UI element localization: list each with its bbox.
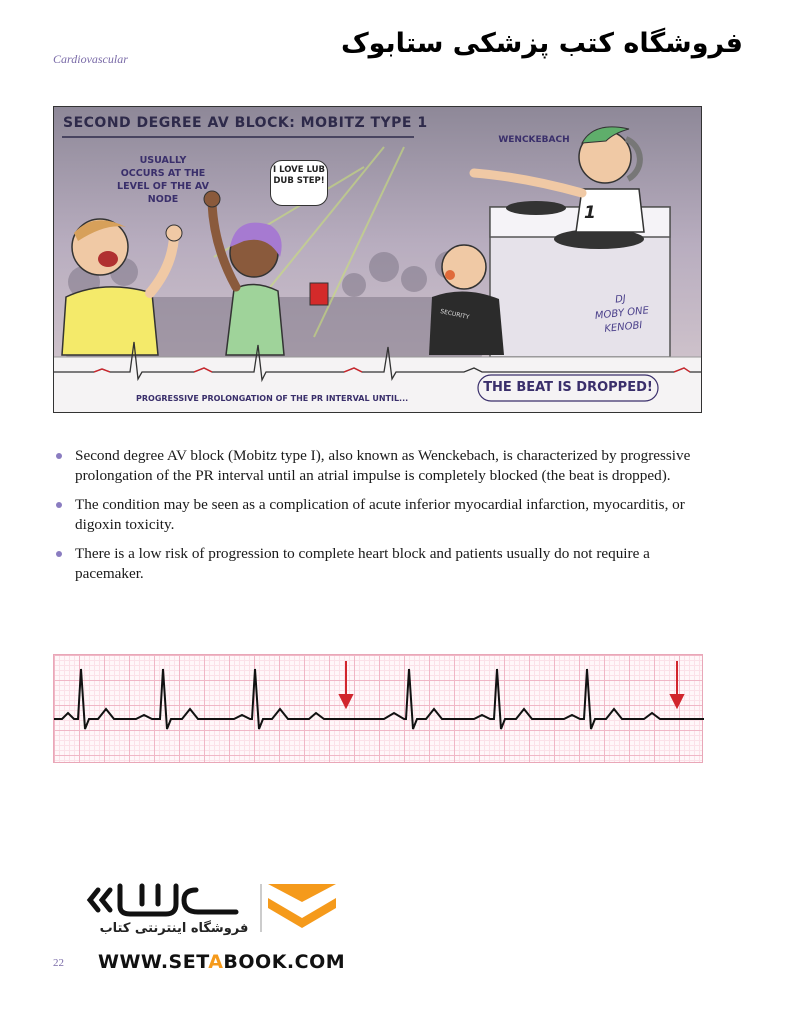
security-label: SECURITY	[439, 308, 470, 321]
ecg-strip	[53, 654, 703, 763]
dropped-beat-arrows	[340, 661, 683, 707]
logo-tagline: فروشگاه اینترنتی کتاب	[99, 921, 249, 936]
bullet-list	[53, 446, 693, 593]
dropped-beat-label: THE BEAT IS DROPPED!	[483, 380, 653, 395]
wenckebach-label: WENCKEBACH	[498, 135, 570, 145]
speech-bubble: I LOVE LUB DUB STEP!	[270, 160, 328, 206]
bullet-item: Second degree AV block (Mobitz type I), also known as Wenckebach, is characterized by progressive prolongation of the PR interval until an atrial impulse is completely blocked (the beat is dropped).	[53, 446, 693, 485]
page-number: 22	[53, 957, 64, 969]
url-prefix: WWW.SET	[98, 951, 209, 973]
site-url[interactable]	[98, 951, 345, 973]
dj-sign-line3: KENOBI	[603, 319, 643, 335]
url-accent: A	[208, 951, 224, 973]
bullet-item: There is a low risk of progression to complete heart block and patients usually do not require a pacemaker.	[53, 544, 693, 583]
ecg-trace	[54, 655, 704, 764]
cartoon-title: SECOND DEGREE AV BLOCK: MOBITZ TYPE 1	[63, 115, 428, 131]
shirt-number: 1	[584, 203, 596, 223]
section-label: Cardiovascular	[53, 52, 128, 66]
av-node-caption: USUALLY OCCURS AT THE LEVEL OF THE AV NODE	[117, 155, 209, 205]
cartoon-illustration	[53, 106, 702, 413]
bullet-item: The condition may be seen as a complication of acute inferior myocardial infarction, myocarditis, or digoxin toxicity.	[53, 495, 693, 534]
url-suffix: BOOK.COM	[223, 951, 346, 973]
store-title: فروشگاه کتب پزشکی ستابوک	[340, 28, 743, 59]
dj-sign-line1: DJ	[614, 293, 627, 306]
cartoon-artwork	[54, 107, 702, 413]
pr-caption: PROGRESSIVE PROLONGATION OF THE PR INTERVAL UNTIL...	[136, 394, 409, 403]
dj-sign-line2: MOBY ONE	[594, 305, 650, 322]
